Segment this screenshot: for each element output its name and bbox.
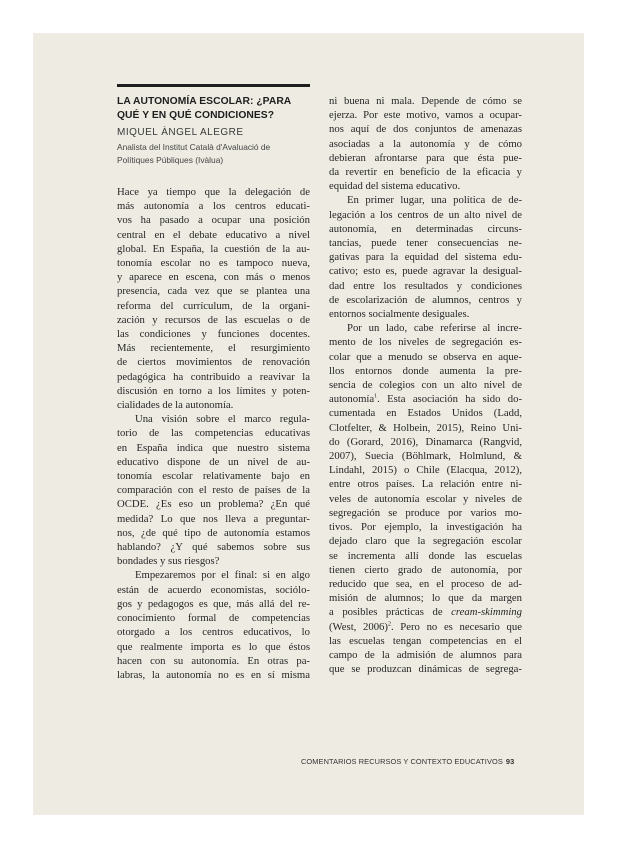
text-line: do (Gorard, 2016), Dinamarca (Rangvid, — [329, 435, 522, 448]
text-line: dad entre los resultados y condiciones — [329, 279, 522, 292]
after-footnote-2: . Pero no es necesario que — [390, 620, 522, 633]
text-line: medida? Lo que nos lleva a preguntar- — [117, 512, 310, 525]
left-paragraph-3 — [117, 568, 310, 682]
text-line: pedagógica ha contribuido a reavivar la — [117, 370, 310, 383]
text-line: ni buena ni mala. Depende de cómo se — [329, 95, 522, 107]
text-line: torio de las competencias educativas — [117, 427, 310, 440]
text-line: cialidades de la autonomía. — [117, 399, 234, 412]
text-line: gos y pedagogos es que, más allá del re- — [117, 597, 310, 610]
text-line: asociadas a la autonomía y de cómo — [329, 137, 522, 150]
text-line: debieran afrontarse para que ésta pue- — [329, 151, 522, 164]
right-column — [329, 94, 522, 676]
footer-publication: COMENTARIOS RECURSOS Y CONTEXTO EDUCATIVOS — [301, 757, 503, 766]
page — [33, 33, 584, 815]
text-line: campo de la admisión de alumnos para — [329, 648, 522, 661]
text-line: cativo; esto es, puede agravar la desigual- — [329, 265, 522, 278]
page-footer — [301, 757, 514, 767]
right-p3-part-b — [329, 406, 522, 605]
text-line: Una visión sobre el marco regula- — [135, 413, 310, 426]
text-line: y aparece en escena, con más o menos — [117, 271, 310, 284]
title-line-2: QUÉ Y EN QUÉ CONDICIONES? — [117, 110, 275, 121]
text-line: reforma del currículum, de la organi- — [117, 299, 310, 312]
text-line: tonomía escolar no es tampoco nueva, — [117, 257, 310, 270]
text-line: entornos socialmente desiguales. — [329, 308, 470, 321]
text-line: están de acuerdo economistas, sociólo- — [117, 583, 310, 596]
text-line: otorgado a los centros educativos, lo — [117, 626, 310, 639]
text-line: reducido que sea, en el proceso de ad- — [329, 577, 522, 590]
text-line: OCDE. ¿Es eso un problema? ¿En qué — [117, 498, 310, 511]
text-line: educativo dispone de un nivel de au- — [117, 455, 310, 468]
text-line: cumentada en Estados Unidos (Ladd, — [329, 407, 522, 420]
title-rule — [117, 84, 310, 87]
text-line: veles de autonomía escolar y niveles de — [329, 492, 522, 505]
text-line: 2007), Suecia (Böhlmark, Holmlund, & — [329, 450, 522, 463]
text-line: labras, la autonomía no es en sí misma — [117, 668, 310, 681]
right-paragraph-1 — [329, 94, 522, 193]
right-p3-part-a — [329, 321, 522, 392]
text-line: bondades y sus riesgos? — [117, 555, 220, 568]
affiliation-line-1: Analista del Institut Català d'Avaluació de — [117, 142, 271, 152]
cream-skimming-term: cream-skimming — [451, 606, 522, 619]
text-line: conocimiento formal de competencias — [117, 612, 310, 625]
left-column — [117, 185, 310, 682]
text-line: llos entornos donde aumenta la pre- — [329, 364, 522, 377]
text-line: comparación con el resto de países de la — [117, 484, 310, 497]
text-line: hacen con su autonomía. En otras pa- — [117, 654, 310, 667]
right-paragraph-2 — [329, 193, 522, 321]
text-line: da revertir en beneficio de la eficacia y — [329, 166, 522, 179]
right-p3-footnote-line-1 — [329, 392, 522, 406]
text-line: colar que a menudo se observa en aque- — [329, 350, 522, 363]
text-line: ejerza. Por este motivo, vamos a ocupar- — [329, 109, 522, 122]
text-line: discusión en torno a los límites y poten- — [117, 384, 310, 397]
affiliation-line-2: Polítiques Públiques (Ivàlua) — [117, 154, 224, 165]
text-line: Lindahl, 2015) o Chile (Elacqua, 2012), — [329, 464, 522, 477]
text-line: vos ha pasado a ocupar una posición — [117, 214, 310, 227]
text-line: autonomía, en determinadas circuns- — [329, 222, 522, 235]
right-paragraph-3 — [329, 321, 522, 676]
text-line: equidad del sistema educativo. — [329, 180, 461, 193]
text-line: de ciertos movimientos de renovación — [117, 356, 310, 369]
text-line: Más recientemente, el resurgimiento — [117, 342, 310, 355]
text-line: Empezaremos por el final: si en algo — [135, 569, 310, 582]
text-line: las condiciones y funciones docentes. — [117, 328, 310, 341]
text-line: Clotfelter, & Holbein, 2015), Reino Uni- — [329, 421, 522, 434]
author-affiliation — [117, 141, 317, 166]
left-paragraph-2 — [117, 412, 310, 568]
text-line: zación y recursos de las escuelas o de — [117, 313, 310, 326]
text-line: más autonomía a los centros educati- — [117, 200, 310, 213]
footnote-ref-2[interactable]: 2 — [387, 620, 391, 627]
text-line: tonomía escolar relativamente bajo en — [117, 470, 310, 483]
text-line: tivos. Por ejemplo, la investigación ha — [329, 521, 522, 534]
title-line-1: LA AUTONOMÍA ESCOLAR: ¿PARA — [117, 96, 292, 107]
text-line: En primer lugar, una política de de- — [347, 194, 522, 207]
right-p3-footnote-line-2 — [329, 620, 522, 634]
text-line: global. En España, la cuestión de la au- — [117, 242, 310, 255]
text-line: misión de alumnos; lo que da margen — [329, 592, 522, 605]
text-line: segregación se produce por varios mo- — [329, 506, 522, 519]
text-line: nos aquí de dos conjuntos de amenazas — [329, 123, 522, 136]
article-title — [117, 95, 317, 123]
before-italic: a posibles prácticas de — [329, 606, 452, 619]
autonomia-word: autonomía — [329, 393, 375, 406]
after-footnote-1: . Esta asociación ha sido do- — [377, 393, 522, 406]
left-paragraph-1 — [117, 185, 310, 412]
text-line: Hace ya tiempo que la delegación de — [117, 186, 310, 198]
text-line: hablando? ¿Y qué sabemos sobre sus — [117, 541, 310, 554]
text-line: se incrementa allí donde las escuelas — [329, 549, 522, 562]
text-line: entre otros países. La relación entre ni- — [329, 478, 522, 491]
text-line: gativas para la equidad del sistema edu- — [329, 251, 522, 264]
text-line: de escolarización de alumnos, centros y — [329, 293, 522, 306]
text-line: las escuelas tengan competencias en el — [329, 634, 522, 647]
right-p3-part-c — [329, 634, 522, 677]
text-line: mento de los niveles de segregación es- — [329, 336, 522, 349]
text-line: legación a los centros de un alto nivel de — [329, 208, 522, 221]
text-line: que se produzcan dinámicas de segrega- — [329, 663, 522, 676]
footnote-ref-1[interactable]: 1 — [374, 393, 378, 400]
author-name: MIQUEL ÀNGEL ALEGRE — [117, 127, 244, 138]
west-citation: (West, 2006) — [329, 620, 388, 633]
text-line: que realmente importa es lo que éstos — [117, 640, 310, 653]
text-line: Por un lado, cabe referirse al incre- — [347, 322, 522, 335]
text-line: en España indica que nuestro sistema — [117, 441, 310, 454]
text-line: central en el debate educativo a nivel — [117, 228, 310, 241]
text-line: tienen cierto grado de autonomía, por — [329, 563, 522, 576]
text-line: nos, ¿de qué tipo de autonomía estamos — [117, 526, 310, 539]
text-line: dejado claro que la segregación escolar — [329, 535, 522, 548]
text-line: sencia de colegios con un alto nivel de — [329, 379, 522, 392]
page-number: 93 — [505, 757, 515, 766]
right-p3-italic-line — [329, 605, 522, 619]
text-line: tancias, puede tener consecuencias ne- — [329, 237, 522, 250]
text-line: presencia, cada vez que se plantea una — [117, 285, 310, 298]
